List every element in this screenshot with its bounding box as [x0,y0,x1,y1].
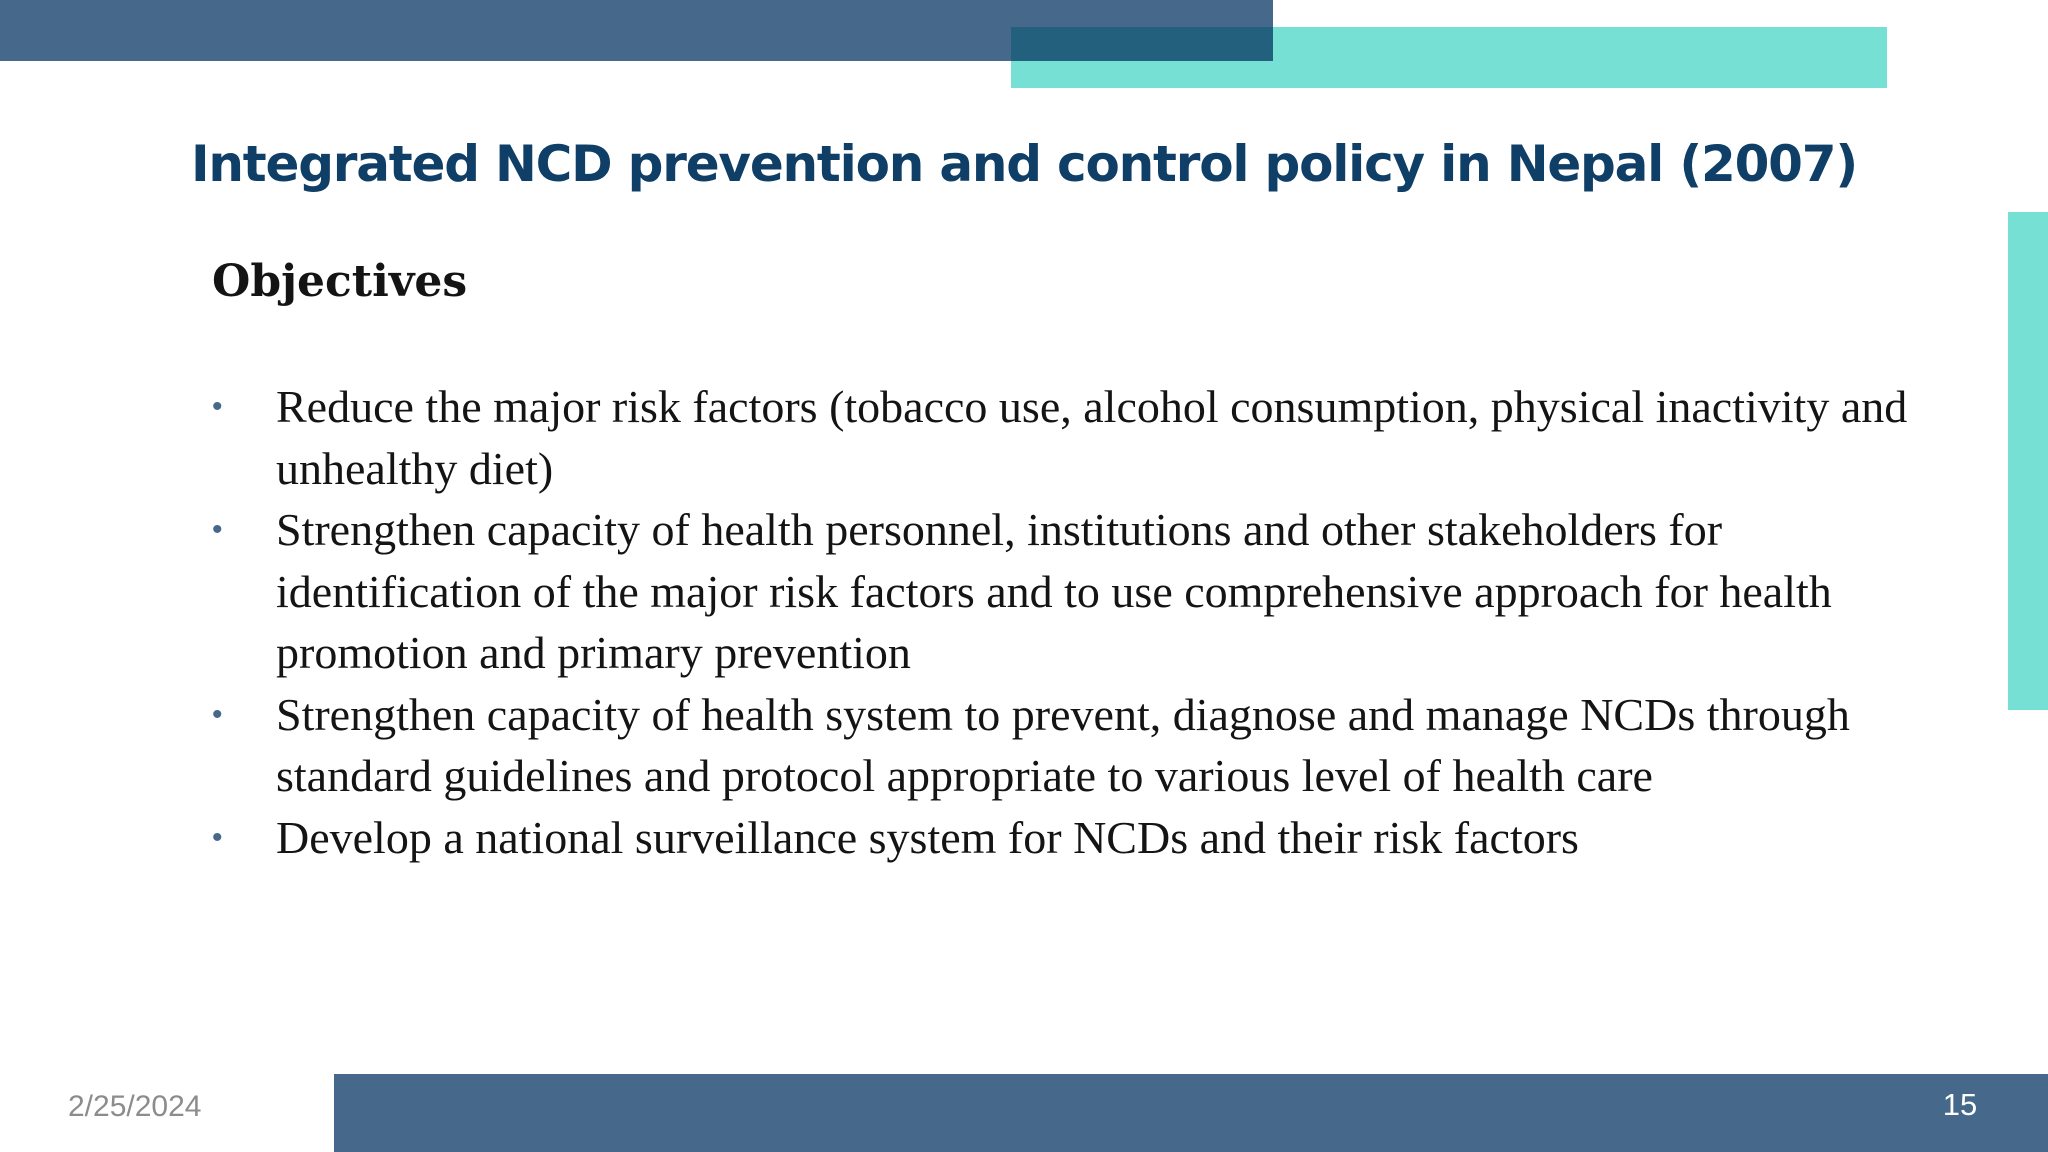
right-teal-accent-bar [2008,212,2048,710]
objective-item [212,807,1952,869]
objectives-list [212,376,1952,868]
bullet-icon: • [212,697,223,731]
objective-text: Reduce the major risk factors (tobacco use, alcohol consumption, physical inactivity and unhealthy diet) [276,381,1908,494]
objective-text: Develop a national surveillance system for NCDs and their risk factors [276,811,1579,863]
objective-text: Strengthen capacity of health system to prevent, diagnose and manage NCDs through standard guidelines and protocol appropriate to various level of health care [276,688,1850,801]
bullet-icon: • [212,390,223,423]
objectives-heading: Objectives [212,256,468,307]
objective-item [212,376,1952,499]
slide-title: Integrated NCD prevention and control policy in Nepal (2007) [191,135,1857,193]
bullet-icon: • [212,820,223,854]
page-number: 15 [1942,1087,1978,1122]
objective-text: Strengthen capacity of health personnel, institutions and other stakeholders for identification of the major risk factors and to use comprehensive approach for health promotion and primary prevention [276,504,1832,678]
footer-date: 2/25/2024 [68,1090,202,1123]
objective-item [212,684,1952,807]
objective-item [212,499,1952,684]
bullet-icon: • [212,513,223,546]
top-accent-overlap [1011,27,1273,61]
bottom-dark-accent-bar [334,1074,2048,1152]
